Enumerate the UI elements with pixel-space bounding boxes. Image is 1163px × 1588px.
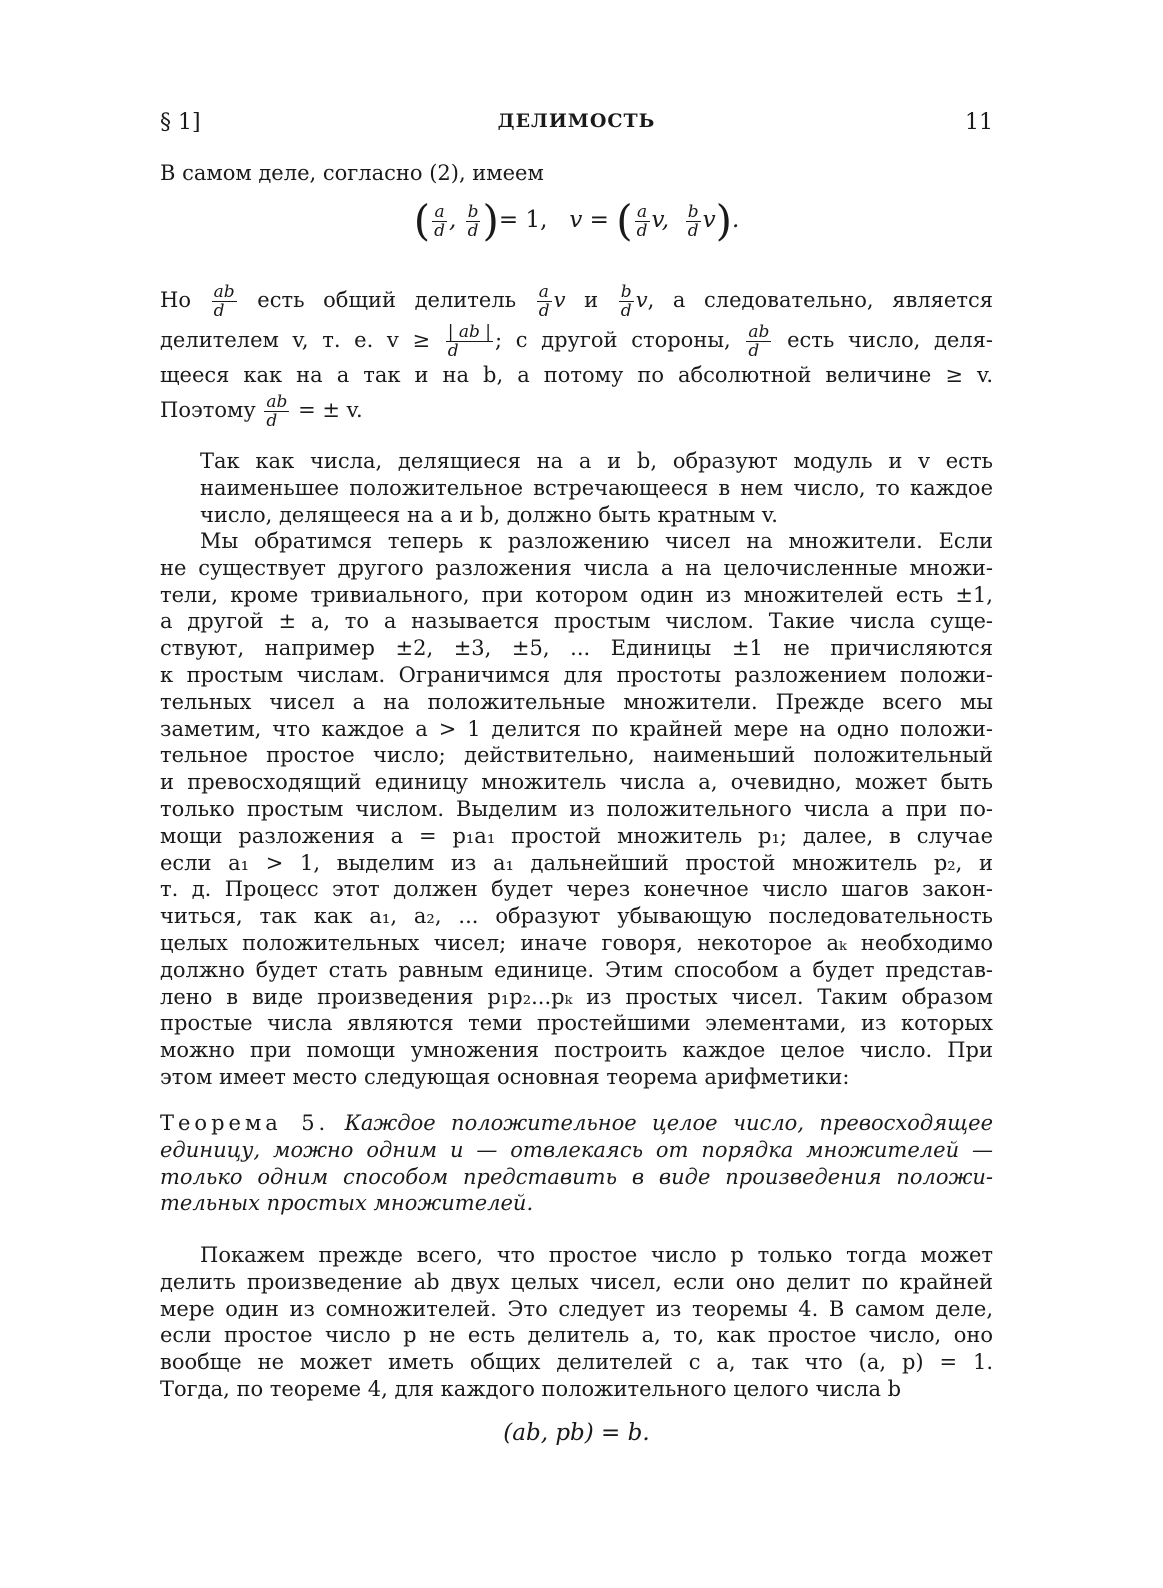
theorem-5: Теорема 5. Каждое положительное целое число, превосходящее единицу, можно одним и — отвлекаясь от порядка множителей — только одним способом представить в виде произведения положи- тельных простых множителей. [160, 1111, 993, 1216]
equation-gcd: ( $\frac{a}{d}$ , $\frac{b}{d}$ )= 1, v = ( $\frac{a}{d}$ v, $\frac{b}{d}$ v). [413, 196, 740, 245]
paragraph-prime-divides-product: Покажем прежде всего, что простое число p только тогда может делить произведение ab двух целых чисел, если оно делит по крайней мере один из сомножителей. Это следует из теоремы 4. В самом деле, если простое число p не есть делитель a, то, как простое число, оно вообще не может иметь общих делителей с a, так что (a, p) = 1. Тогда, по теореме 4, для каждого положительного целого числа b [160, 1243, 993, 1401]
page-number: 11 [965, 110, 993, 135]
running-header [160, 110, 993, 146]
section-marker: § 1] [160, 110, 201, 135]
paragraph-divisor-argument: Но $\frac{ab}{d}$ есть общий делитель $\frac{a}{d}$ v и $\frac{b}{d}$ v, а следовательно, является делителем v, т. е. v ≥ $\frac{| ab |}{d}$ ; с другой стороны, $\frac{ab}{d}$ есть число, деля- щееся как на a так и на b, а потому по абсолютной величине ≥ v. Поэтому $\frac{ab}{d}$ = ± v. [160, 282, 993, 431]
theorem-label: Теорема 5. [160, 1111, 330, 1135]
running-title: ДЕЛИМОСТЬ [497, 110, 656, 132]
intro-line: В самом деле, согласно (2), имеем [160, 161, 544, 185]
paragraph-prime-factorization: Мы обратимся теперь к разложению чисел на множители. Если не существует другого разложения числа a на целочисленные множи- тели, кроме тривиального, при котором один из множителей есть ±1, а другой ± a, то a называется простым числом. Такие числа суще- ствуют, например ±2, ±3, ±5, ... Единицы ±1 не причисляются к простым числам. Ограничимся для простоты разложением положи- тельных чисел a на положительные множители. Прежде всего мы заметим, что каждое a > 1 делится по крайней мере на одно положи- тельное простое число; действительно, наименьший положительный и превосходящий единицу множитель числа a, очевидно, может быть только простым числом. Выделим из положительного числа a при по- мощи разложения a = p₁a₁ простой множитель p₁; далее, в случае если a₁ > 1, выделим из a₁ дальнейший простой множитель p₂, и т. д. Процесс этот должен будет через конечное число шагов закон- читься, так как a₁, a₂, ... образуют убывающую последовательность целых положительных чисел; иначе говоря, некоторое aₖ необходимо должно будет стать равным единице. Этим способом a будет представ- лено в виде произведения p₁p₂...pₖ из простых чисел. Таким образом простые числа являются теми простейшими элементами, из которых можно при помощи умножения построить каждое целое число. При этом имеет место следующая основная теорема арифметики: [160, 529, 993, 1089]
paragraph-modulus: Так как числа, делящиеся на a и b, образуют модуль и v есть наименьшее положительное встречающееся в нем число, то каждое число, делящееся на a и b, должно быть кратным v. [200, 449, 993, 527]
equation-gcd-ab-pb: (ab, pb) = b. [503, 1420, 650, 1446]
